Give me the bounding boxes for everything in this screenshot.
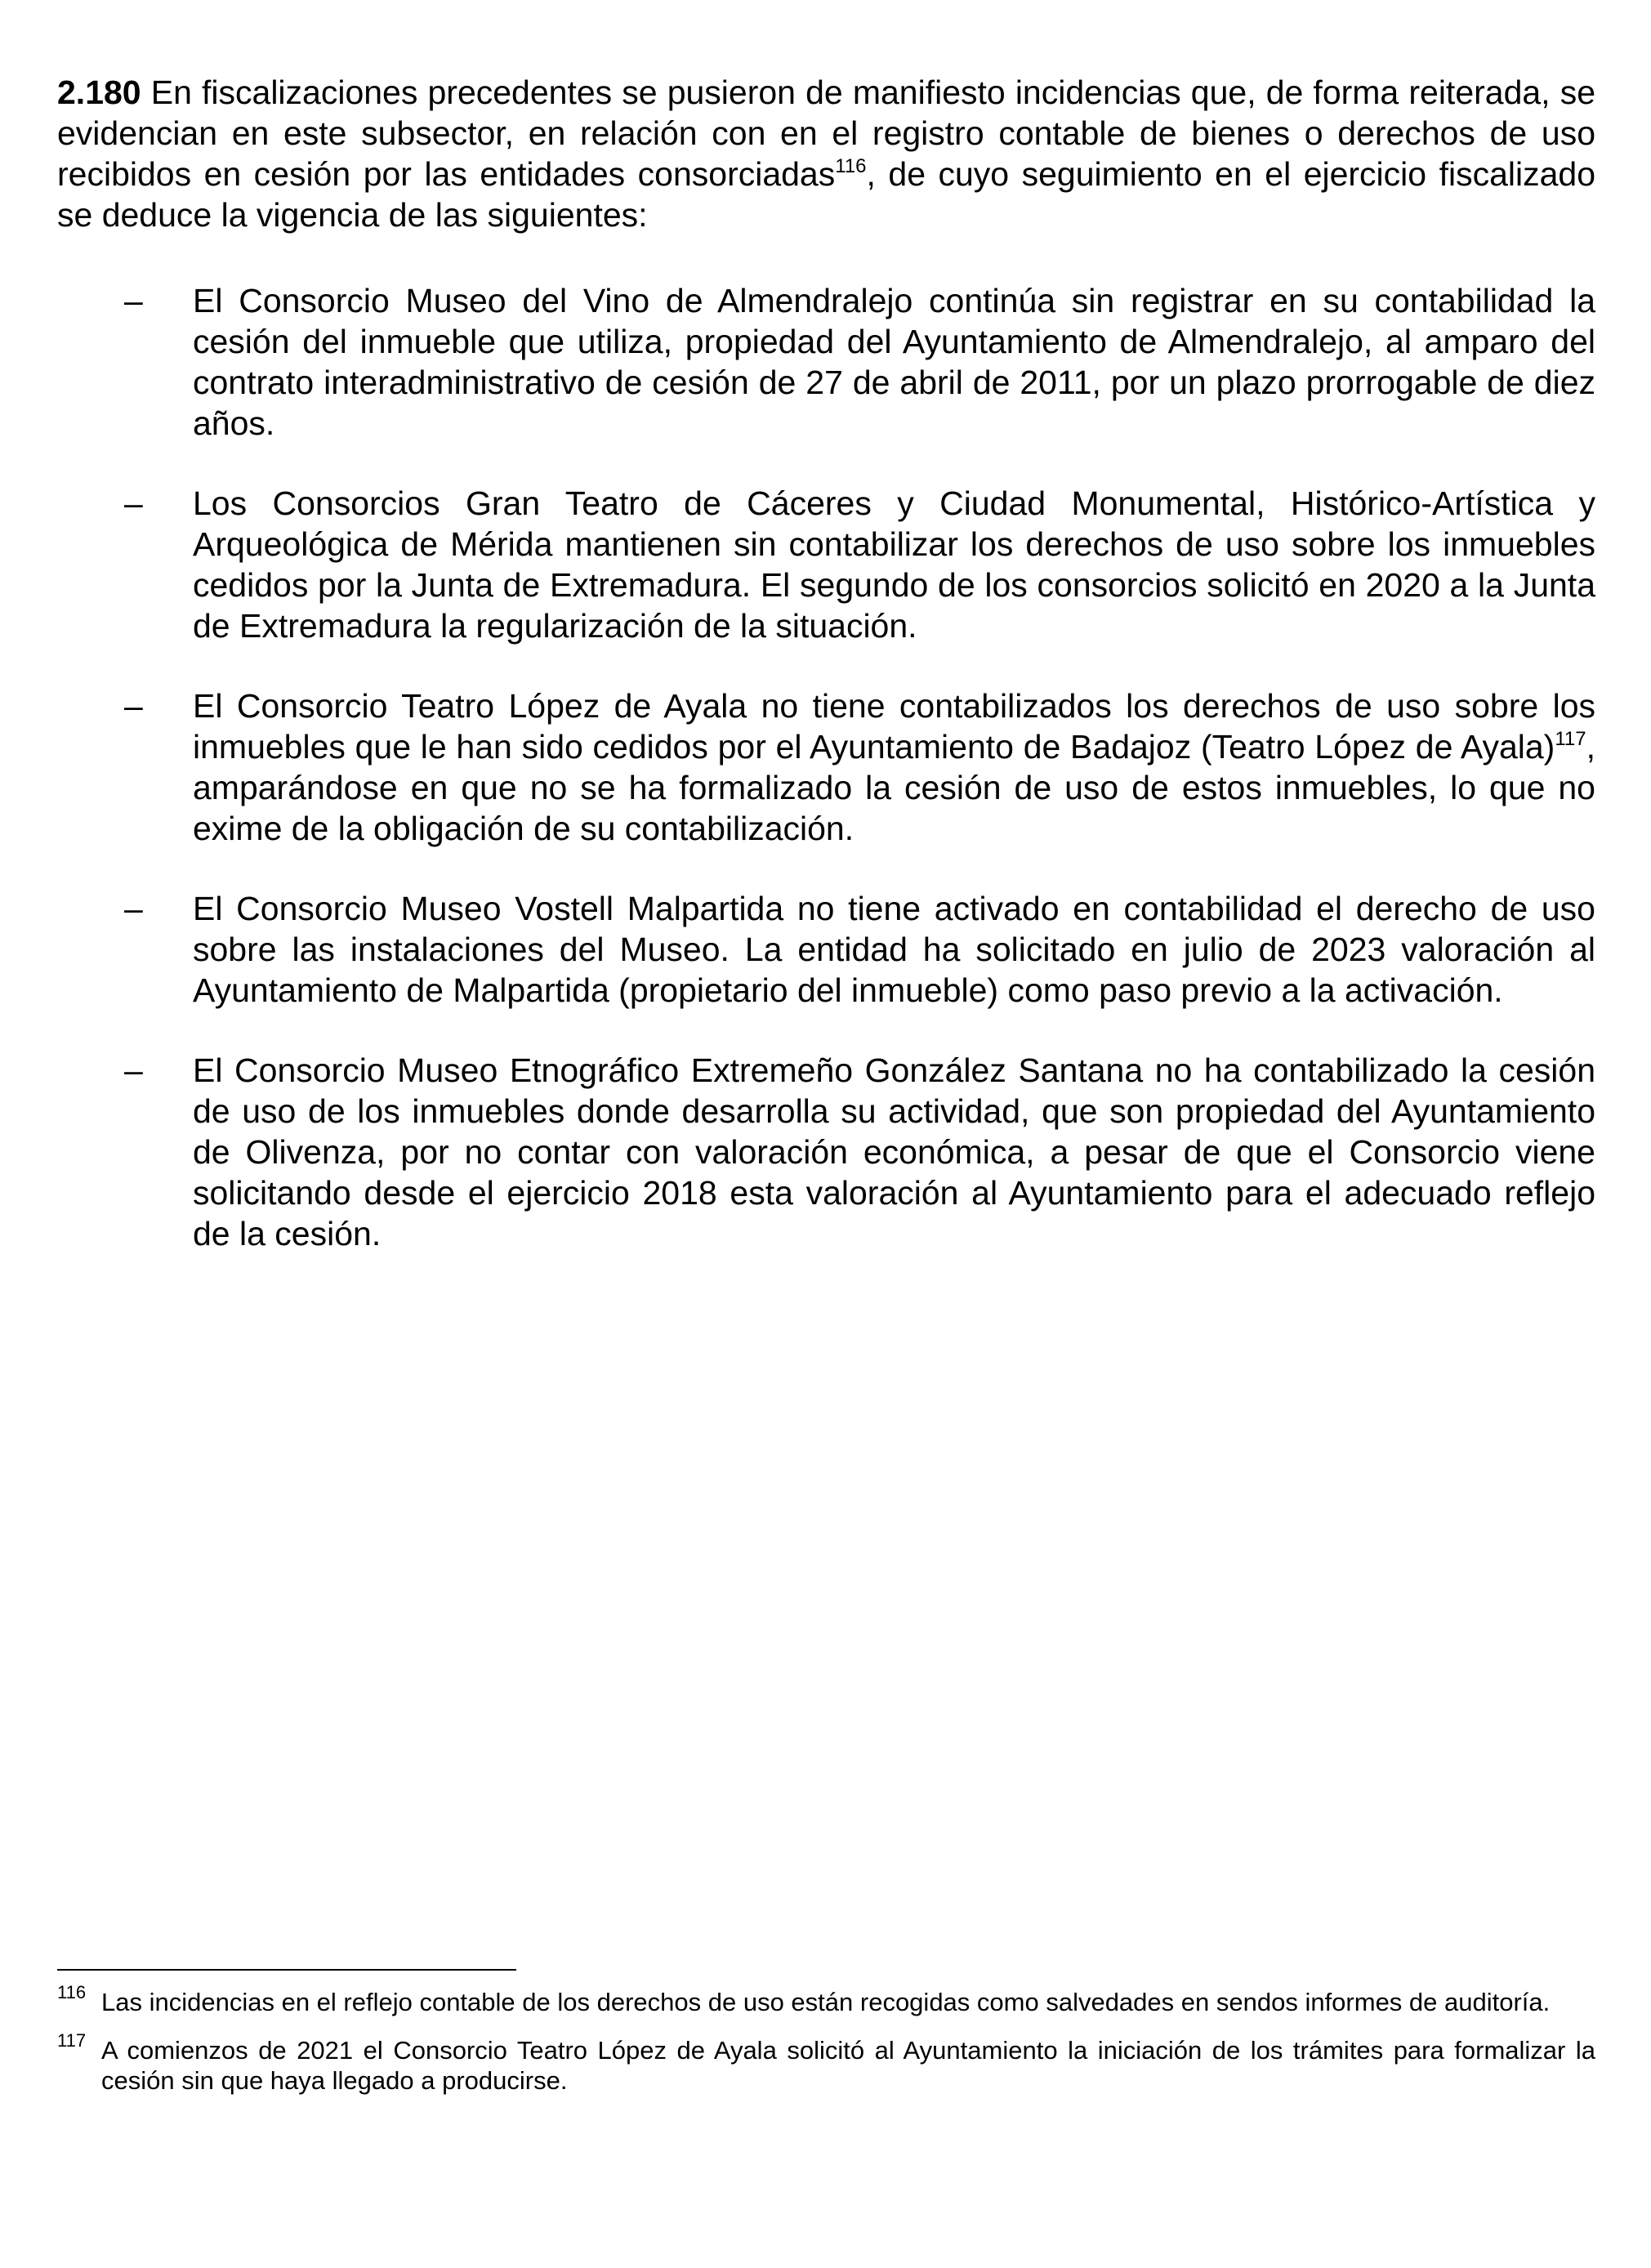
bullet-dash: – bbox=[124, 282, 143, 319]
footnote-separator bbox=[57, 1969, 516, 1971]
footnote-ref-117[interactable]: 117 bbox=[1555, 728, 1586, 750]
footnote-text: Las incidencias en el reflejo contable de los derechos de uso están recogidas como salvedades en sendos informes de auditoría. bbox=[101, 1988, 1551, 2016]
footnote-number: 117 bbox=[57, 2030, 87, 2051]
paragraph-number: 2.180 bbox=[57, 74, 141, 111]
incidence-list bbox=[57, 280, 1595, 1293]
footnote-number: 116 bbox=[57, 1982, 87, 2002]
list-item-text-start: El Consorcio Teatro López de Ayala no tiene contabilizados los derechos de uso sobre los inmuebles que le han sido cedidos por el Ayuntamiento de Badajoz (Teatro López de Ayala) bbox=[193, 687, 1595, 766]
list-item-text-end: , amparándose en que no se ha formalizado la cesión de uso de estos inmuebles, lo que no exime de la obligación de su contabilización. bbox=[193, 728, 1595, 847]
footnotes bbox=[57, 1982, 1595, 2114]
bullet-dash: – bbox=[124, 484, 143, 522]
list-item-text: El Consorcio Museo Etnográfico Extremeño González Santana no ha contabilizado la cesión de uso de los inmuebles donde desarrolla su actividad, que son propiedad del Ayuntamiento de Olivenza, por no contar con valoración económica, a pesar de que el Consorcio viene solicitando desde el ejercicio 2018 esta valoración al Ayuntamiento para el adecuado reflejo de la cesión. bbox=[193, 1051, 1595, 1252]
bullet-dash: – bbox=[124, 890, 143, 927]
list-item-teatro-lopez-ayala bbox=[57, 685, 1595, 849]
bullet-dash: – bbox=[124, 1051, 143, 1089]
list-item-gran-teatro-merida bbox=[57, 483, 1595, 646]
list-item-museo-vino bbox=[57, 280, 1595, 444]
footnote-117 bbox=[57, 2030, 1595, 2096]
paragraph-2-180 bbox=[57, 72, 1595, 235]
list-item-text: El Consorcio Museo del Vino de Almendralejo continúa sin registrar en su contabilidad la cesión del inmueble que utiliza, propiedad del Ayuntamiento de Almendralejo, al amparo del contrato interadministrativo de cesión de 27 de abril de 2011, por un plazo prorrogable de diez años. bbox=[193, 282, 1595, 442]
paragraph-text-end: , de cuyo seguimiento en el ejercicio fiscalizado se deduce la vigencia de las siguientes: bbox=[57, 155, 1595, 234]
footnote-text: A comienzos de 2021 el Consorcio Teatro López de Ayala solicitó al Ayuntamiento la iniciación de los trámites para formalizar la cesión sin que haya llegado a producirse. bbox=[101, 2036, 1595, 2095]
list-item-museo-etnografico bbox=[57, 1050, 1595, 1254]
footnote-ref-116[interactable]: 116 bbox=[835, 155, 867, 177]
paragraph-text-start: En fiscalizaciones precedentes se pusieron de manifiesto incidencias que, de forma reiterada, se evidencian en este subsector, en relación con en el registro contable de bienes o derechos de uso recibidos en cesión por las entidades consorciadas bbox=[57, 74, 1595, 193]
list-item-museo-vostell bbox=[57, 888, 1595, 1011]
footnote-116 bbox=[57, 1982, 1595, 2017]
list-item-text: El Consorcio Museo Vostell Malpartida no tiene activado en contabilidad el derecho de uso sobre las instalaciones del Museo. La entidad ha solicitado en julio de 2023 valoración al Ayuntamiento de Malpartida (propietario del inmueble) como paso previo a la activación. bbox=[193, 890, 1595, 1009]
bullet-dash: – bbox=[124, 687, 143, 725]
document-page bbox=[57, 72, 1595, 1252]
list-item-text: Los Consorcios Gran Teatro de Cáceres y Ciudad Monumental, Histórico-Artística y Arqueológica de Mérida mantienen sin contabilizar los derechos de uso sobre los inmuebles cedidos por la Junta de Extremadura. El segundo de los consorcios solicitó en 2020 a la Junta de Extremadura la regularización de la situación. bbox=[193, 484, 1595, 645]
